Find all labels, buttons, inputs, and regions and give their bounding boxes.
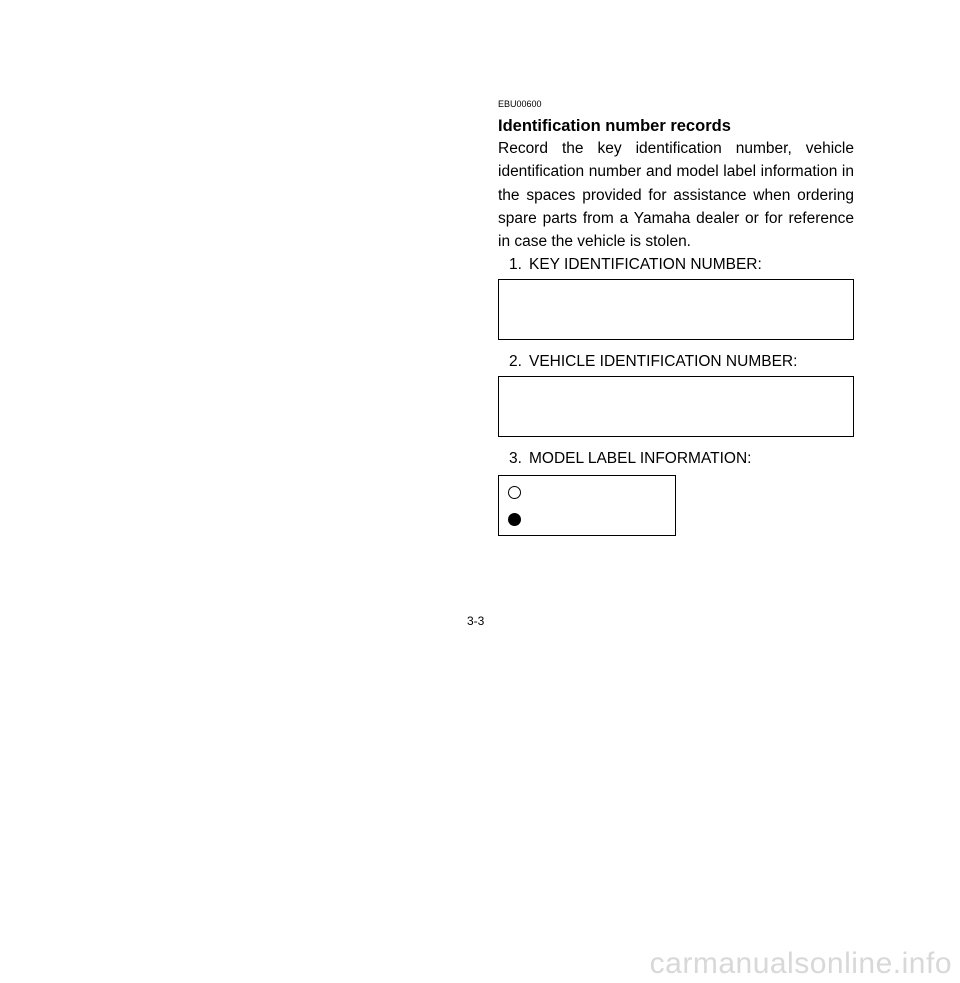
model-label-entry-box [498,475,676,536]
section-heading: Identification number records [498,117,731,135]
list-item-model-label [498,447,854,470]
list-item-label: MODEL LABEL INFORMATION: [529,450,752,468]
vehicle-id-entry-box [498,376,854,437]
content-column [498,98,854,536]
key-id-entry-box [498,279,854,340]
filled-circle-icon [508,513,521,526]
list-item-vehicle-id [498,350,854,373]
list-item-number: 2. [509,353,522,371]
list-item-label: VEHICLE IDENTIFICATION NUMBER: [529,353,798,371]
list-item-key-id [498,253,854,276]
list-item-number: 1. [509,256,522,274]
section-paragraph: Record the key identification number, vehicle identification number and model label information in the spaces provided for assistance when ordering spare parts from a Yamaha dealer or for reference in case the vehicle is stolen. [498,140,854,251]
section-code: EBU00600 [498,99,542,109]
list-item-label: KEY IDENTIFICATION NUMBER: [529,256,762,274]
page-number: 3-3 [467,614,485,628]
open-circle-icon [508,486,521,499]
list-item-number: 3. [509,450,522,468]
watermark: carmanualsonline.info [649,947,952,980]
